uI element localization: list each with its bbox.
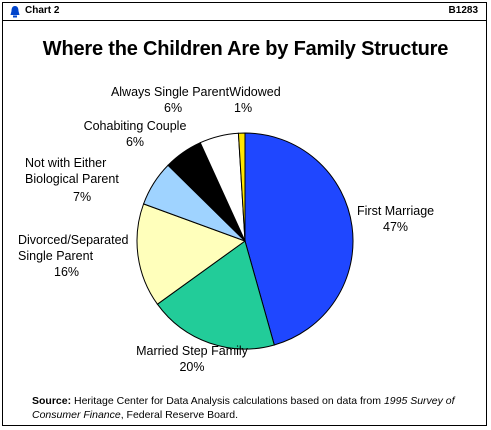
source-note [32, 394, 491, 422]
slice-label-divorced [18, 232, 143, 280]
slice-name: Not with Either Biological Parent [25, 156, 119, 186]
source-text-2: , Federal Reserve Board. [120, 409, 239, 421]
slice-label-married-step-family [112, 343, 272, 375]
slice-name: Divorced/Separated Single Parent [18, 233, 129, 263]
slice-value: 1% [234, 101, 253, 115]
source-text-1: Heritage Center for Data Analysis calculations based on data from [71, 395, 384, 407]
slice-label-cohabiting [70, 118, 200, 150]
slice-label-first-marriage [357, 203, 434, 235]
slice-label-widowed [220, 84, 290, 116]
chart-id: B1283 [448, 5, 478, 16]
slice-value: 16% [54, 265, 80, 279]
slice-value: 20% [179, 360, 205, 374]
slice-value: 6% [125, 135, 145, 149]
source-italic: 1995 Survey of Consumer Finance [32, 395, 455, 421]
slice-value: 6% [164, 101, 183, 115]
slice-label-always-single [100, 84, 240, 116]
chart-label: Chart 2 [25, 5, 60, 16]
slice-name: Married Step Family [136, 344, 248, 358]
source-prefix: Source: [32, 395, 72, 407]
slice-name: Cohabiting Couple [83, 119, 187, 133]
slice-label-not-with-either [25, 155, 135, 205]
slice-value: 47% [383, 220, 409, 234]
slice-name: First Marriage [357, 204, 435, 218]
slice-value: 7% [73, 190, 92, 204]
slice-name: Widowed [229, 85, 281, 99]
slice-name: Always Single Parent [110, 85, 230, 99]
chart-title: Where the Children Are by Family Structure [42, 38, 449, 60]
